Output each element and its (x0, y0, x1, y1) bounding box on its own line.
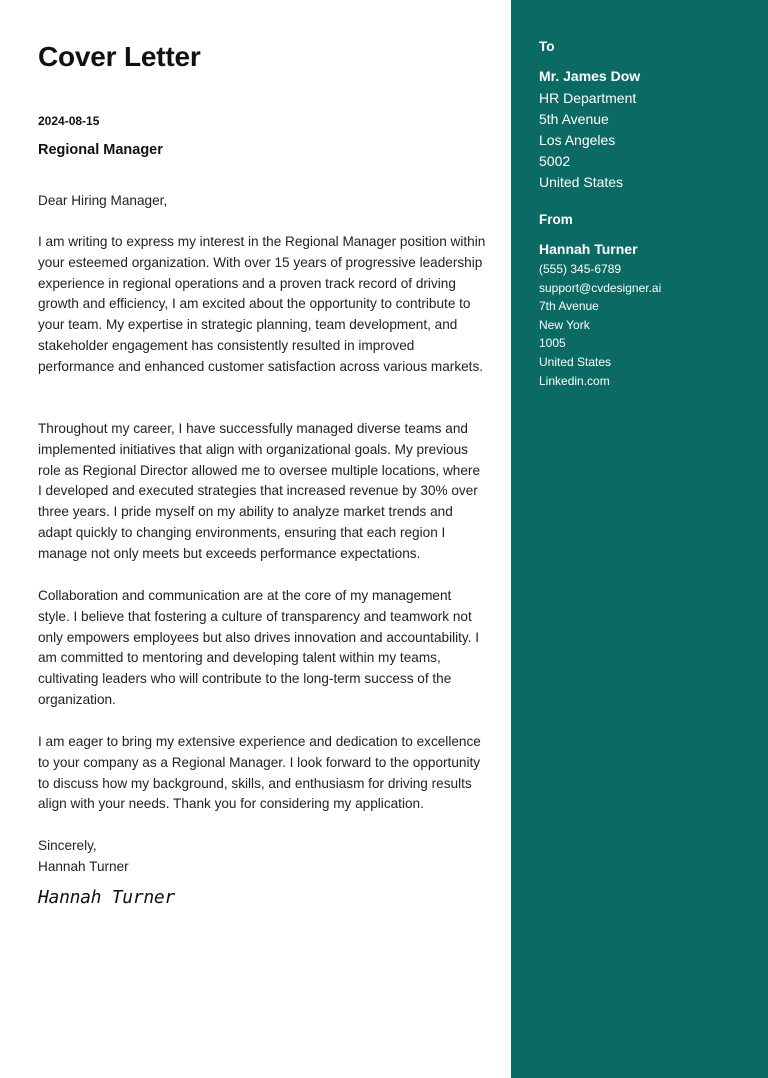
recipient-department: HR Department (539, 90, 637, 106)
sender-phone: (555) 345-6789 (539, 262, 622, 276)
sender-street: 7th Avenue (539, 299, 599, 314)
signature: Hannah Turner (38, 887, 175, 908)
sender-zip: 1005 (539, 336, 566, 351)
sidebar (511, 0, 768, 1078)
sender-heading: From (539, 212, 573, 227)
sender-email: support@cvdesigner.ai (539, 280, 662, 295)
recipient-street: 5th Avenue (539, 111, 609, 127)
page-title: Cover Letter (38, 41, 201, 72)
sender-contact (539, 260, 661, 390)
sender-country: United States (539, 354, 612, 369)
recipient-address (539, 88, 636, 193)
recipient-country: United States (539, 174, 624, 190)
closing: Sincerely, (38, 838, 97, 853)
sender-city: New York (539, 317, 590, 332)
recipient-heading: To (539, 39, 555, 54)
signoff-name: Hannah Turner (38, 859, 129, 874)
letter-date: 2024-08-15 (38, 114, 100, 128)
job-position: Regional Manager (38, 142, 163, 158)
greeting: Dear Hiring Manager, (38, 193, 168, 208)
paragraph-3: Collaboration and communication are at the core of my management style. I believe that fostering a culture of transparency and teamwork not only empowers employees but also drives innovation and accountability. I am committed to mentoring and developing talent within my teams, cultivating leaders who will contribute to the long-term success of the organization. (38, 588, 480, 707)
recipient-name: Mr. James Dow (539, 68, 641, 84)
recipient-city: Los Angeles (539, 132, 616, 148)
paragraph-2: Throughout my career, I have successfully managed diverse teams and implemented initiatives that align with organizational goals. My previous role as Regional Director allowed me to oversee multiple locations, where I developed and executed strategies that increased revenue by 30% over three years. I pride myself on my ability to analyze market trends and adapt quickly to changing environments, ensuring that each region I manage not only meets but exceeds performance expectations. (38, 421, 481, 561)
sender-name: Hannah Turner (539, 241, 638, 257)
paragraph-1: I am writing to express my interest in the Regional Manager position within your esteemed organization. With over 15 years of progressive leadership experience in regional operations and a proven track record of driving growth and efficiency, I am excited about the opportunity to contribute to your team. My expertise in strategic planning, team development, and stakeholder engagement has consistently resulted in improved performance and enhanced customer satisfaction across various markets. (38, 234, 486, 374)
recipient-zip: 5002 (539, 153, 571, 169)
paragraph-4: I am eager to bring my extensive experience and dedication to excellence to your company as a Regional Manager. I look forward to the opportunity to discuss how my background, skills, and enthusiasm for driving results align with your needs. Thank you for considering my application. (38, 734, 481, 812)
sender-website: Linkedin.com (539, 373, 610, 388)
